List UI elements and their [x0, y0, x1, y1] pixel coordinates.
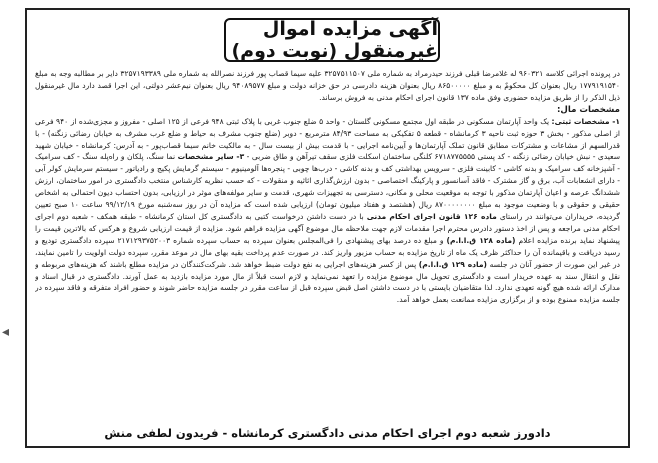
binding-edge-mark: ◂	[2, 324, 10, 340]
article-129-ref: (ماده ۱۲۹ ق.ا.ا.م)	[418, 259, 488, 269]
para2-mid2: و مبلغ ده درصد بهای پیشنهادی را فی‌المجلس بعنوان سپرده به حساب سپرده شماره ۲۱۷۱۲۹۳۷۵۲۰۰۳ سپرده دادگستری تودیع و رسید دریافت و باقیمانده آن را حداکثر ظرف یک ماه از تاریخ مزایده به حساب مزبور واریز کند. در صورت عدم پرداخت بقیه بهای مال در موعد مقرر، سپرده دولت اولویت را تامین نمایند، در غیر این صورت از حضور آنان در جلسه	[35, 235, 620, 269]
specs-heading: مشخصات مال:	[556, 104, 620, 115]
notice-body	[35, 68, 620, 416]
law-reference: ماده ۱۲۶ قانون اجرای احکام مدنی	[366, 211, 497, 221]
spec3-label: ۳- سایر مشخصات	[177, 152, 245, 162]
para2-start: می‌توانند در راستای	[499, 211, 563, 221]
spec1-label: ۱- مشخصات ثبتی:	[551, 116, 620, 126]
auction-notice	[25, 8, 630, 448]
spec3-text: نما سنگ، پلکان و راه‌پله سنگ - کف سرامیک - آشپزخانه کف سرامیک و بدنه کاشی - کابینت فلزی - سرویس بهداشتی کف و بدنه کاشی - درب‌ها چوبی - پنجره‌ها آلومینیوم - سیستم گرمایش پکیج و رادیاتور - سیستم سرمایش کولر آبی - دارای انشعابات آب، برق و گاز مشترک - فاقد آسانسور و پارکینگ اختصاصی - بدون ارزش‌گذاری اثاثیه و منقولات - که حسب نظریه کارشناس منتخب دادگستری در امور ساختمان، ارزش ششدانگ عرصه و اعیان آپارتمان مذکور با توجه به موقعیت محلی و مکانی، دسترسی به تجهیزات شهری، قدمت و سایر مولفه‌های موثر در ارزیابی، بدون احتساب دیون احتمالی به اشخاص حقیقی و حقوقی و با وضعیت موجود به مبلغ ۸۷۰۰۰۰۰۰۰۰ ریال (هشتصد و هفتاد میلیون تومان) ارزیابی شده است که مزایده آن در روز سه‌شنبه مورخ ۹۹/۱۲/۱۹ ساعت ۱۰ صبح تعیین گردیده، خریداران	[35, 152, 620, 221]
para2-end: پس از کسر هزینه‌های اجرایی به نفع دولت ضبط خواهد شد. شرکت‌کنندگان در مزایده مطلع باشند که هزینه‌های مربوطه و نقل و انتقال سند به عهده خریدار است و دادگستری تحویل مال موضوع مزایده را تعهد نمی‌نماید و لازم است قبلاً از مال مورد مزایده بازدید به عمل آورند. دادگستری در قبال اسناد و مدارک ارائه شده هیچ گونه تعهدی ندارد. لذا متقاضیان بایستی با در دست داشتن اصل قبض سپرده قبل از ساعت مقرر در جلسه مزایده حاضر شوند و حضور افراد متفرقه و فاقد سپرده در جلسه مزایده ممنوع بوده و از برگزاری مزایده ممانعت بعمل خواهد آمد.	[35, 259, 620, 305]
intro-paragraph: در پرونده اجرائی کلاسه ۹۶۰۳۲۱ له غلامرضا قبلی فرزند حیدرمراد به شماره ملی ۳۲۵۷۵۱۱۵۰۷ علیه سیما قصاب پور فرزند نصرالله به شماره ملی ۳۲۵۷۱۹۳۳۸۹ دایر بر مطالبه وجه به مبلغ ۱۷۷۹۱۹۱۵۴۰ ریال بعنوان کل محکومٌ به و مبلغ ۸۶۵۰۰۰۰۰ ریال بعنوان هزینه دادرسی در حق خزانه دولت و مبلغ ۹۴۰۸۹۵۷۷ ریال بعنوان نیم‌عشر دولتی، این اجرا قصد دارد مال غیرمنقول ذیل الذکر را از طریق مزایده حضوری وفق ماده ۱۳۷ قانون اجرای احکام مدنی به فروش برساند.	[35, 69, 620, 102]
notice-signature: دادورز شعبه دوم اجرای احکام مدنی دادگستری کرمانشاه - فریدون لطفی منش	[104, 426, 551, 440]
para2-mid: با در دست داشتن درخواست کتبی به دادگستری کل استان کرمانشاه - طبقه همکف - شعبه دوم اجرای احکام مدنی مراجعه و پس از اخذ دستور دادرس محترم اجرا مقدمات لازم جهت ملاحظه مال موضوع آگهی مزایده فراهم شود. مزایده از قیمت ارزیابی شروع و هرکس که بالاترین قیمت را پیشنهاد نماید برنده مزایده اعلام	[35, 211, 620, 245]
spec1-text: یک واحد آپارتمان مسکونی در طبقه اول مجتمع مسکونی گلستان - واحد ۵ ضلع جنوب غربی با پلاک ثبتی ۹۴۸ فرعی از ۱۲۵ اصلی - مفروز و مجزی‌شده از ۹۴۰ فرعی از اصلی مذکور - بخش ۳ حوزه ثبت ناحیه ۳ کرمانشاه - قطعه ۵ تفکیکی به مساحت ۸۴/۹۳ مترمربع - دوبر (ضلع جنوب مشرف به حیاط و ضلع غرب مشرف به خیابان رضائی زنگنه) - با قدرالسهم از مشاعات و مشترکات مطابق قانون تملک آپارتمان‌ها و آیین‌نامه اجرایی - با قدمت بیش از بیست سال - به مالکیت خانم سیما قصاب‌پور - به آدرس: کرمانشاه - خیابان شهید سعیدی - نبش خیابان رضائی زنگنه - کد پستی ۶۷۱۸۷۷۵۵۵۵ کلنگی ساختمان اسکلت فلزی سقف تیرآهن و طاق ضربی -	[35, 116, 620, 162]
spec-paragraph	[35, 116, 620, 307]
notice-title: آگهی مزایده اموال غیرمنقول (نوبت دوم)	[224, 18, 440, 62]
article-128-ref: (ماده ۱۲۸ ق.ا.ا.م)	[446, 235, 516, 245]
